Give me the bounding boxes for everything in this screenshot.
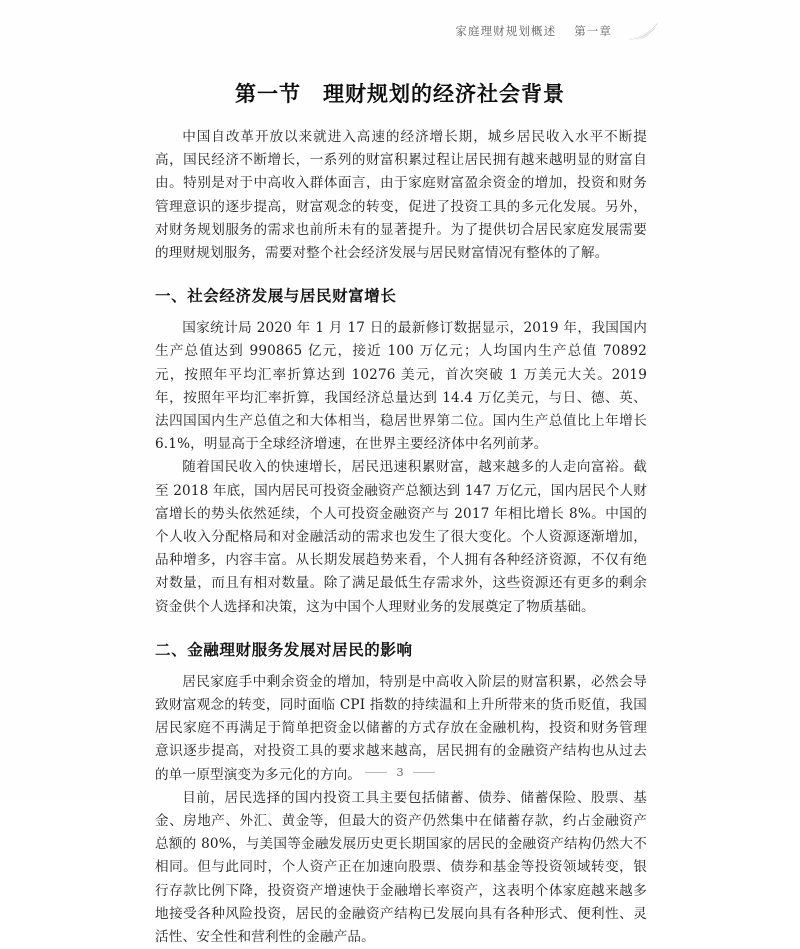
section-two-paragraph-2: 目前，居民选择的国内投资工具主要包括储蓄、债券、储蓄保险、股票、基金、房地产、外汇、黄金等，但最大的资产仍然集中在储蓄存款，约占金融资产总额的 80%，与美国等金融发展历史更长期国家的居民的金融资产结构仍然大不相同。但与此同时，个人资产正在加速向股票、债券和基金等投资领域转变，银行存款比例下降，投资资产增速快于金融增长率资产，这表明个体家庭越来越多地接受各种风险投资，居民的金融资产结构已发展向具有各种形式、便利性、灵活性、安全性和营利性的金融产品。 [155, 789, 647, 946]
running-header [455, 18, 660, 44]
swoosh-ribbon-icon [612, 20, 660, 42]
subsection-heading-two: 二、金融理财服务发展对居民的影响 [155, 640, 413, 659]
running-header-book-section: 家庭理财规划概述 [455, 24, 557, 38]
section-two-paragraph-1: 居民家庭手中剩余资金的增加，特别是中高收入阶层的财富积累，必然会导致财富观念的转变，同时面临 CPI 指数的持续温和上升所带来的货币贬值，我国居民家庭不再满足于简单把资金以储蓄的方式存放在金融机构，投资和财务管理意识逐步提高，对投资工具的要求越来越高，居民拥有的金融资产结构也从过去的单一原型演变为多元化的方向。 [155, 673, 647, 783]
section-title-text: 理财规划的经济社会背景 [323, 81, 565, 106]
subsection-heading-one: 一、社会经济发展与居民财富增长 [155, 287, 397, 306]
body-content [155, 126, 647, 949]
spacer [155, 265, 647, 285]
section-title-number: 第一节 [235, 81, 301, 106]
section-one-paragraph-1: 国家统计局 2020 年 1 月 17 日的最新修订数据显示，2019 年，我国国内生产总值达到 990865 亿元，接近 100 万亿元；人均国内生产总值 70892 元，按照年平均汇率折算达到 10276 美元，首次突破 1 万美元大关。2019 年，按照年平均汇率折算，我国经济总量达到 14.4 万亿美元，与日、德、英、法四国国内生产总值之和大体相当，稳居世界第二位。国内生产总值比上年增长 6.1%，明显高于全球经济增速，在世界主要经济体中名列前茅。 [155, 320, 647, 453]
section-one-paragraph-2: 随着国民收入的快速增长，居民迅速积累财富，越来越多的人走向富裕。截至 2018 年底，国内居民可投资金融资产总额达到 147 万亿元，国内居民个人财富增长的势头依然延续，个人可投资金融资产与 2017 年相比增长 8%。中国的个人收入分配格局和对金融活动的需求也发生了很大变化。个人资源逐渐增加，品种增多，内容丰富。从长期发展趋势来看，个人拥有各种经济资源，不仅有绝对数量，而且有相对数量。除了满足最低生存需求外，这些资源还有更多的剩余资金供个人选择和决策，这为中国个人理财业务的发展奠定了物质基础。 [155, 459, 647, 615]
page-number: 3 [396, 764, 404, 779]
intro-paragraph: 中国自改革开放以来就进入高速的经济增长期，城乡居民收入水平不断提高，国民经济不断增长，一系列的财富积累过程让居民拥有越来越明显的财富自由。特别是对于中高收入群体面言，由于家庭财富盈余资金的增加，投资和财务管理意识的逐步提高，财富观念的转变，促进了投资工具的多元化发展。另外，对财务规划服务的需求也前所未有的显著提升。为了提供切合居民家庭发展需要的理财规划服务，需要对整个社会经济发展与居民财富情况有整体的了解。 [155, 129, 647, 262]
spacer [155, 619, 647, 639]
folio-rule-left [365, 772, 387, 773]
folio-rule-right [413, 772, 435, 773]
spacer [155, 661, 647, 671]
page-title [0, 78, 800, 108]
spacer [155, 307, 647, 317]
running-header-chapter: 第一章 [574, 24, 612, 38]
page-footer [0, 764, 800, 779]
